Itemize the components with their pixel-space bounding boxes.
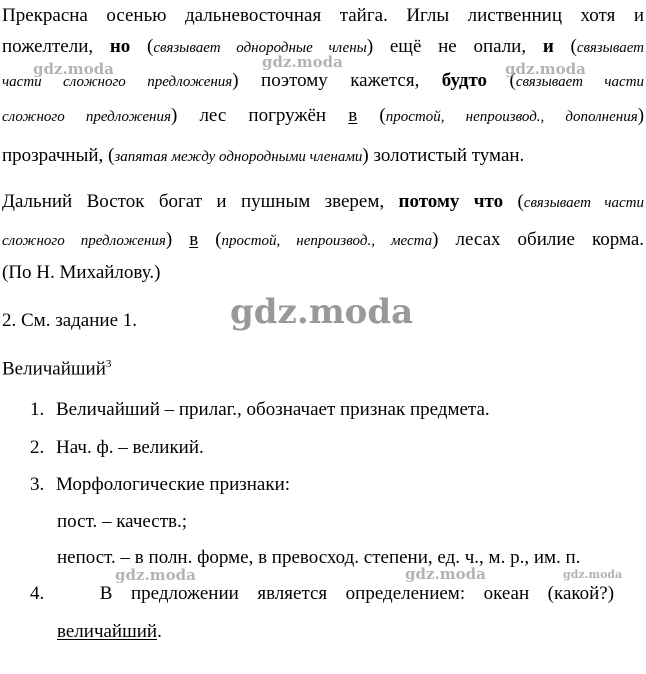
list-item: [30, 397, 490, 423]
p2-line2: сложного предложения) в (простой, непроизвод., места) лесах обилие корма.: [2, 229, 645, 250]
underlined-word: величайший: [57, 621, 158, 642]
sub-item-const: пост. – качеств.;: [57, 511, 188, 532]
watermark: gdz.moda: [115, 566, 196, 584]
text: предложении: [130, 583, 239, 604]
watermark: gdz.moda: [230, 292, 414, 332]
text: поэтому кажется,: [261, 70, 420, 91]
text: ещё не опали,: [389, 36, 527, 57]
list-item-4: [30, 581, 614, 607]
list-text: Нач. ф. – великий.: [56, 437, 204, 458]
sub-item-nonconst: непост. – в полн. форме, в превосход. степени, ед. ч., м. р., им. п.: [57, 547, 581, 568]
text: является: [257, 583, 328, 604]
note: связывает однородные члены: [153, 40, 367, 56]
text: пожелтели,: [2, 36, 94, 57]
prep-v: в: [348, 105, 358, 126]
list-num: 1.: [30, 399, 45, 420]
watermark: gdz.moda: [563, 568, 623, 581]
prep-v: в: [189, 229, 199, 250]
watermark: gdz.moda: [505, 60, 586, 78]
period: .: [157, 621, 162, 642]
note: сложного предложения: [2, 233, 166, 249]
list-item: [30, 472, 290, 498]
text: Дальний Восток богат и пушным зверем,: [2, 191, 385, 212]
list-item-4-cont: [57, 619, 162, 645]
task2-heading: 2. См. задание 1.: [2, 310, 138, 331]
list-num: 3.: [30, 474, 45, 495]
word-heading: [2, 351, 644, 382]
footnote-mark: 3: [105, 358, 112, 370]
word-text: Величайший: [2, 358, 106, 380]
text: лесах обилие корма.: [455, 229, 645, 250]
p1-line3: части сложного предложения) поэтому кажется, будто (связывает части: [2, 70, 645, 91]
watermark: gdz.moda: [262, 53, 343, 71]
text: (какой?): [547, 583, 615, 604]
list-num: 2.: [30, 437, 45, 458]
watermark: gdz.moda: [405, 565, 486, 583]
p1-line1: Прекрасна осенью дальневосточная тайга. Иглы лиственниц хотя и: [2, 5, 644, 26]
note: сложного предложения: [2, 109, 171, 125]
list-text: Морфологические признаки:: [56, 474, 291, 495]
conj-potomu-chto: потому что: [398, 191, 504, 212]
p2-line1: Дальний Восток богат и пушным зверем, потому что (связывает части: [2, 191, 644, 212]
text: океан: [483, 583, 530, 604]
note: связывает части: [515, 74, 645, 90]
p1-line4: сложного предложения) лес погружён в (простой, непроизвод., дополнения): [2, 105, 645, 126]
list-item: [30, 435, 204, 461]
text: золотистый туман.: [373, 145, 525, 166]
conj-i: и: [542, 36, 554, 57]
note: простой, непроизвод., дополнения: [385, 109, 638, 125]
p1-line2: пожелтели, но (связывает однородные члены) ещё не опали, и (связывает: [2, 36, 645, 57]
conj-budto: будто: [441, 70, 488, 91]
watermark: gdz.moda: [33, 60, 114, 78]
text: определением:: [345, 583, 466, 604]
note: связывает: [576, 40, 645, 56]
list-text: Величайший – прилаг., обозначает признак предмета.: [56, 399, 490, 420]
note: простой, непроизвод., места: [221, 233, 433, 249]
text: В: [99, 583, 113, 604]
note: запятая между однородными членами: [114, 149, 363, 165]
text: прозрачный,: [2, 145, 104, 166]
p1-line5: прозрачный, (запятая между однородными членами) золотистый туман.: [2, 145, 525, 166]
list-num: 4.: [30, 583, 45, 604]
text: лес погружён: [199, 105, 327, 126]
conj-no: но: [109, 36, 131, 57]
p2-line3: (По Н. Михайлову.): [2, 262, 161, 283]
note: части сложного предложения: [2, 74, 233, 90]
note: связывает части: [523, 195, 644, 211]
